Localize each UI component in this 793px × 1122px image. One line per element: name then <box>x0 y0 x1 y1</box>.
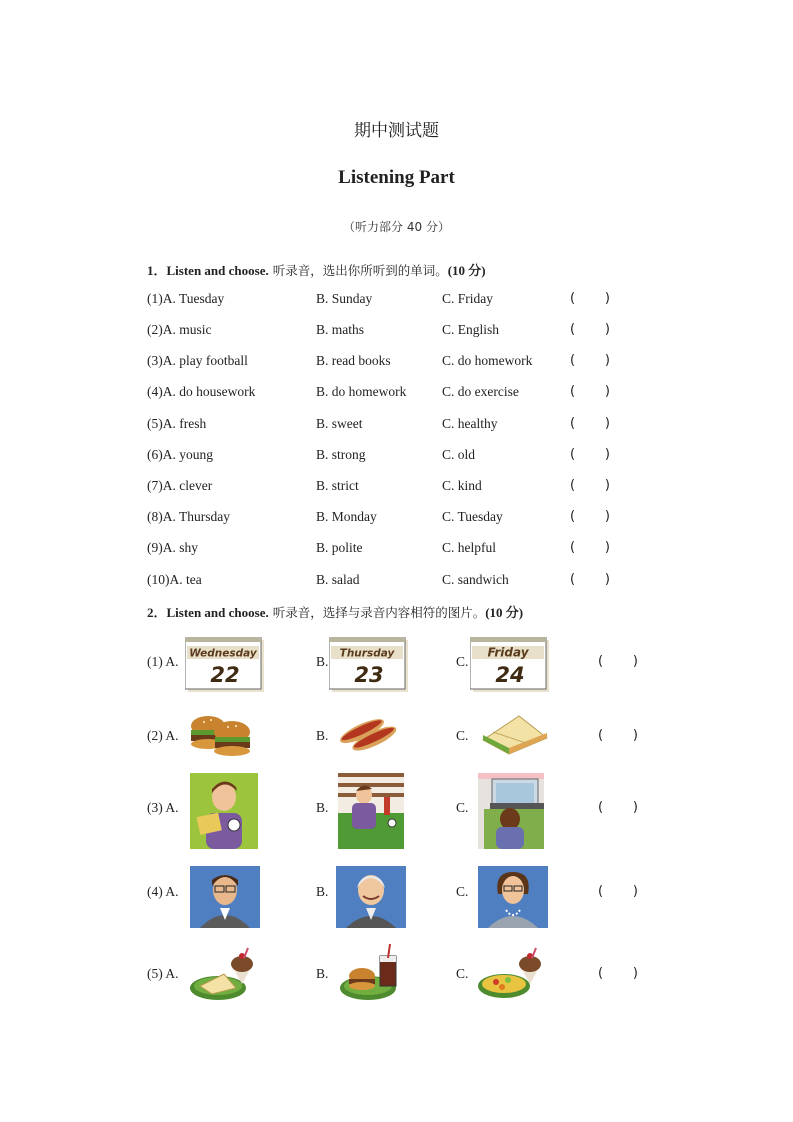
question-row-4 <box>147 384 255 400</box>
paren-close: ) <box>632 884 638 899</box>
option-b: B. do homework <box>316 384 407 399</box>
option-c: C. helpful <box>442 540 496 555</box>
score-note: （听力部分 40 分） <box>343 220 450 234</box>
calendar-thursday-picture <box>329 637 409 693</box>
section2-heading <box>147 602 523 621</box>
salad-and-icecream-meal-picture <box>474 944 550 1004</box>
paren-open: ( <box>570 384 576 399</box>
answer-blank <box>598 654 638 669</box>
option-a: A. tea <box>169 572 202 587</box>
option-c: C. old <box>442 447 476 462</box>
section2-score: (10 分) <box>485 605 524 620</box>
picture-label-c: C. <box>456 654 469 669</box>
option-c: C. Friday <box>442 291 494 306</box>
boy-watching-tv-picture <box>478 773 544 849</box>
question-number: (4) <box>147 384 163 399</box>
calendar-wednesday-picture <box>185 637 265 693</box>
option-a: A. shy <box>162 540 199 555</box>
paren-close: ) <box>604 322 610 337</box>
question-row-1 <box>147 291 224 307</box>
calendar-day-2: Thursday <box>339 647 395 660</box>
answer-blank <box>598 800 638 815</box>
paren-open: ( <box>598 800 604 815</box>
burger-and-drink-meal-picture <box>334 944 408 1004</box>
answer-blank <box>570 478 610 493</box>
picture-label-a: (5) A. <box>147 966 179 981</box>
picture-label-b: B. <box>316 884 329 899</box>
paren-close: ) <box>632 654 638 669</box>
answer-blank <box>570 509 610 524</box>
picture-label-c: C. <box>456 884 469 899</box>
paren-open: ( <box>570 509 576 524</box>
question-number: (5) <box>147 416 163 431</box>
paren-close: ) <box>604 572 610 587</box>
woman-teacher-picture <box>478 866 548 928</box>
option-a: A. music <box>162 322 212 337</box>
question-number: (8) <box>147 509 163 524</box>
question-row-7 <box>147 478 212 494</box>
picture-label-b: B. <box>316 728 329 743</box>
option-a: A. play football <box>162 353 248 368</box>
question-row-6 <box>147 447 213 463</box>
option-c: C. sandwich <box>442 572 509 587</box>
paren-open: ( <box>570 416 576 431</box>
answer-blank <box>598 966 638 981</box>
paren-close: ) <box>604 447 610 462</box>
question-row-2 <box>147 322 212 338</box>
paren-open: ( <box>598 728 604 743</box>
answer-blank <box>570 384 610 399</box>
calendar-day-1: Wednesday <box>189 647 257 660</box>
option-b: B. maths <box>316 322 365 337</box>
option-c: C. do homework <box>442 353 533 368</box>
hamburgers-picture <box>186 712 254 756</box>
old-man-picture <box>336 866 406 928</box>
question-row-8 <box>147 509 230 525</box>
picture-label-c: C. <box>456 728 469 743</box>
question-number: (2) <box>147 322 163 337</box>
calendar-date-2: 23 <box>354 663 384 687</box>
option-a: A. do housework <box>162 384 256 399</box>
option-b: B. sweet <box>316 416 363 431</box>
answer-blank <box>570 416 610 431</box>
question-row-5 <box>147 416 206 432</box>
calendar-date-3: 24 <box>495 663 525 687</box>
page-title: 期中测试题 <box>354 121 439 141</box>
option-a: A. clever <box>162 478 213 493</box>
paren-close: ) <box>604 509 610 524</box>
calendar-friday-picture <box>470 637 550 693</box>
paren-close: ) <box>632 966 638 981</box>
picture-label-b: B. <box>316 654 329 669</box>
section1-heading <box>147 260 486 279</box>
answer-blank <box>598 884 638 899</box>
question-number: (10) <box>147 572 170 587</box>
paren-close: ) <box>604 353 610 368</box>
boy-reading-picture <box>190 773 258 849</box>
paren-close: ) <box>604 416 610 431</box>
picture-label-c: C. <box>456 966 469 981</box>
option-c: C. English <box>442 322 500 337</box>
answer-blank <box>570 353 610 368</box>
picture-label-a: (2) A. <box>147 728 179 743</box>
sandwiches-picture <box>479 710 551 758</box>
sandwich-and-icecream-meal-picture <box>188 944 262 1004</box>
paren-open: ( <box>570 353 576 368</box>
option-b: B. strict <box>316 478 359 493</box>
option-c: C. do exercise <box>442 384 519 399</box>
paren-open: ( <box>570 291 576 306</box>
paren-open: ( <box>570 478 576 493</box>
question-number: (6) <box>147 447 163 462</box>
option-a: A. Thursday <box>162 509 230 524</box>
answer-blank <box>570 572 610 587</box>
picture-label-a: (1) A. <box>147 654 179 669</box>
section1-score: (10 分) <box>447 263 486 278</box>
section2-title-en: Listen and choose. <box>166 605 269 620</box>
answer-blank <box>570 540 610 555</box>
paren-close: ) <box>604 540 610 555</box>
option-a: A. Tuesday <box>162 291 225 306</box>
calendar-date-1: 22 <box>210 663 240 687</box>
boy-playing-football-picture <box>338 773 404 849</box>
picture-label-b: B. <box>316 966 329 981</box>
option-b: B. strong <box>316 447 366 462</box>
young-man-picture <box>190 866 260 928</box>
paren-open: ( <box>598 884 604 899</box>
section2-num: 2． <box>147 605 167 620</box>
paren-open: ( <box>570 572 576 587</box>
option-c: C. kind <box>442 478 482 493</box>
question-row-10 <box>147 572 202 588</box>
option-b: B. Sunday <box>316 291 373 306</box>
question-number: (7) <box>147 478 163 493</box>
answer-blank <box>570 447 610 462</box>
picture-label-b: B. <box>316 800 329 815</box>
picture-label-a: (3) A. <box>147 800 179 815</box>
paren-open: ( <box>598 966 604 981</box>
question-row-9 <box>147 540 198 556</box>
section1-title-en: Listen and choose. <box>166 263 269 278</box>
answer-blank <box>570 322 610 337</box>
question-row-3 <box>147 353 248 369</box>
answer-blank <box>598 728 638 743</box>
option-c: C. healthy <box>442 416 498 431</box>
paren-open: ( <box>570 322 576 337</box>
paren-close: ) <box>632 728 638 743</box>
hotdogs-picture <box>336 710 404 758</box>
section2-title-cn: 听录音，选择与录音内容相符的图片。 <box>268 605 486 620</box>
option-a: A. young <box>162 447 213 462</box>
paren-close: ) <box>604 384 610 399</box>
answer-blank <box>570 291 610 306</box>
question-number: (9) <box>147 540 163 555</box>
question-number: (1) <box>147 291 163 306</box>
paren-close: ) <box>604 291 610 306</box>
option-c: C. Tuesday <box>442 509 503 524</box>
page-subtitle: Listening Part <box>338 167 455 188</box>
option-b: B. salad <box>316 572 360 587</box>
paren-close: ) <box>604 478 610 493</box>
option-b: B. Monday <box>316 509 377 524</box>
picture-label-c: C. <box>456 800 469 815</box>
option-b: B. read books <box>316 353 391 368</box>
section1-title-cn: 听录音，选出你所听到的单词。 <box>268 263 448 278</box>
paren-open: ( <box>570 447 576 462</box>
option-a: A. fresh <box>162 416 207 431</box>
section1-num: 1． <box>147 263 167 278</box>
question-number: (3) <box>147 353 163 368</box>
paren-open: ( <box>570 540 576 555</box>
paren-open: ( <box>598 654 604 669</box>
option-b: B. polite <box>316 540 363 555</box>
paren-close: ) <box>632 800 638 815</box>
calendar-day-3: Friday <box>487 645 529 660</box>
picture-label-a: (4) A. <box>147 884 179 899</box>
